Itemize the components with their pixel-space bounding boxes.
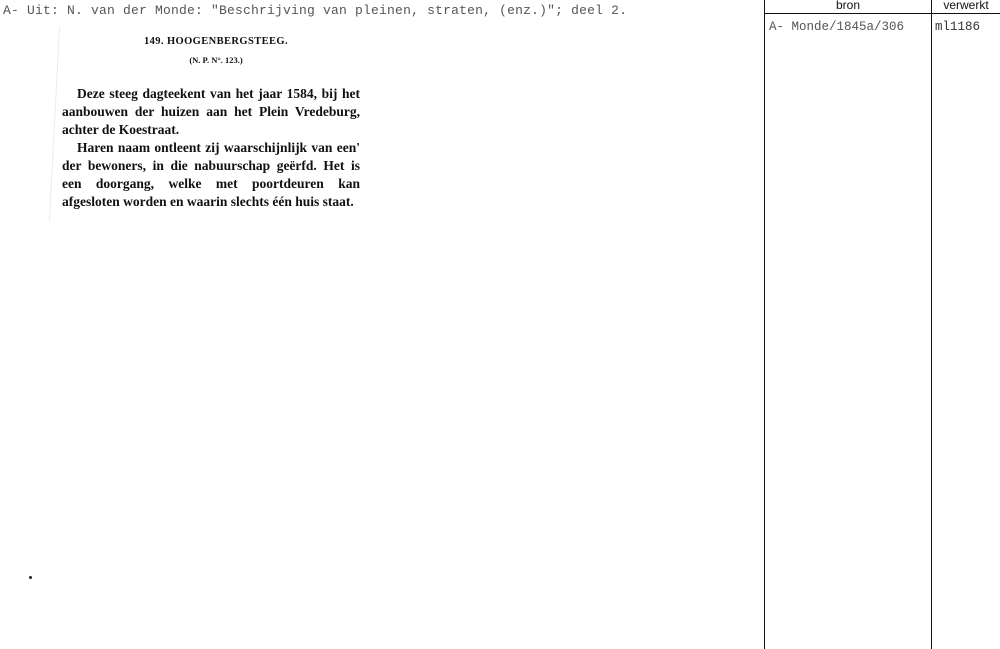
column-header-bron: bron bbox=[835, 0, 861, 12]
index-table bbox=[764, 0, 1000, 649]
table-cell-bron: A- Monde/1845a/306 bbox=[769, 20, 905, 34]
table-column-divider bbox=[931, 0, 932, 649]
source-reference-line: A- Uit: N. van der Monde: "Beschrijving van pleinen, straten, (enz.)"; deel 2. bbox=[3, 3, 628, 18]
article-paragraph-1: Deze steeg dagteekent van het jaar 1584, bij het aanbouwen der huizen aan het Plein Vredeburg, achter de Koestraat. bbox=[62, 86, 360, 137]
table-header-rule bbox=[765, 13, 1000, 14]
article-clipping bbox=[62, 36, 362, 211]
article-subtitle: (N. P. N°. 123.) bbox=[189, 55, 243, 65]
column-header-verwerkt: verwerkt bbox=[943, 0, 989, 12]
article-body bbox=[62, 85, 360, 211]
scan-dot-artifact bbox=[29, 576, 32, 579]
article-title: 149. HOOGENBERGSTEEG. bbox=[143, 36, 289, 47]
table-cell-verwerkt: ml1186 bbox=[935, 20, 981, 34]
article-paragraph-2: Haren naam ontleent zij waarschijnlijk van een' der bewoners, in die nabuurschap geërfd. Het is een doorgang, welke met poortdeuren kan afgesloten worden en waarin slechts één huis staat. bbox=[62, 140, 360, 209]
